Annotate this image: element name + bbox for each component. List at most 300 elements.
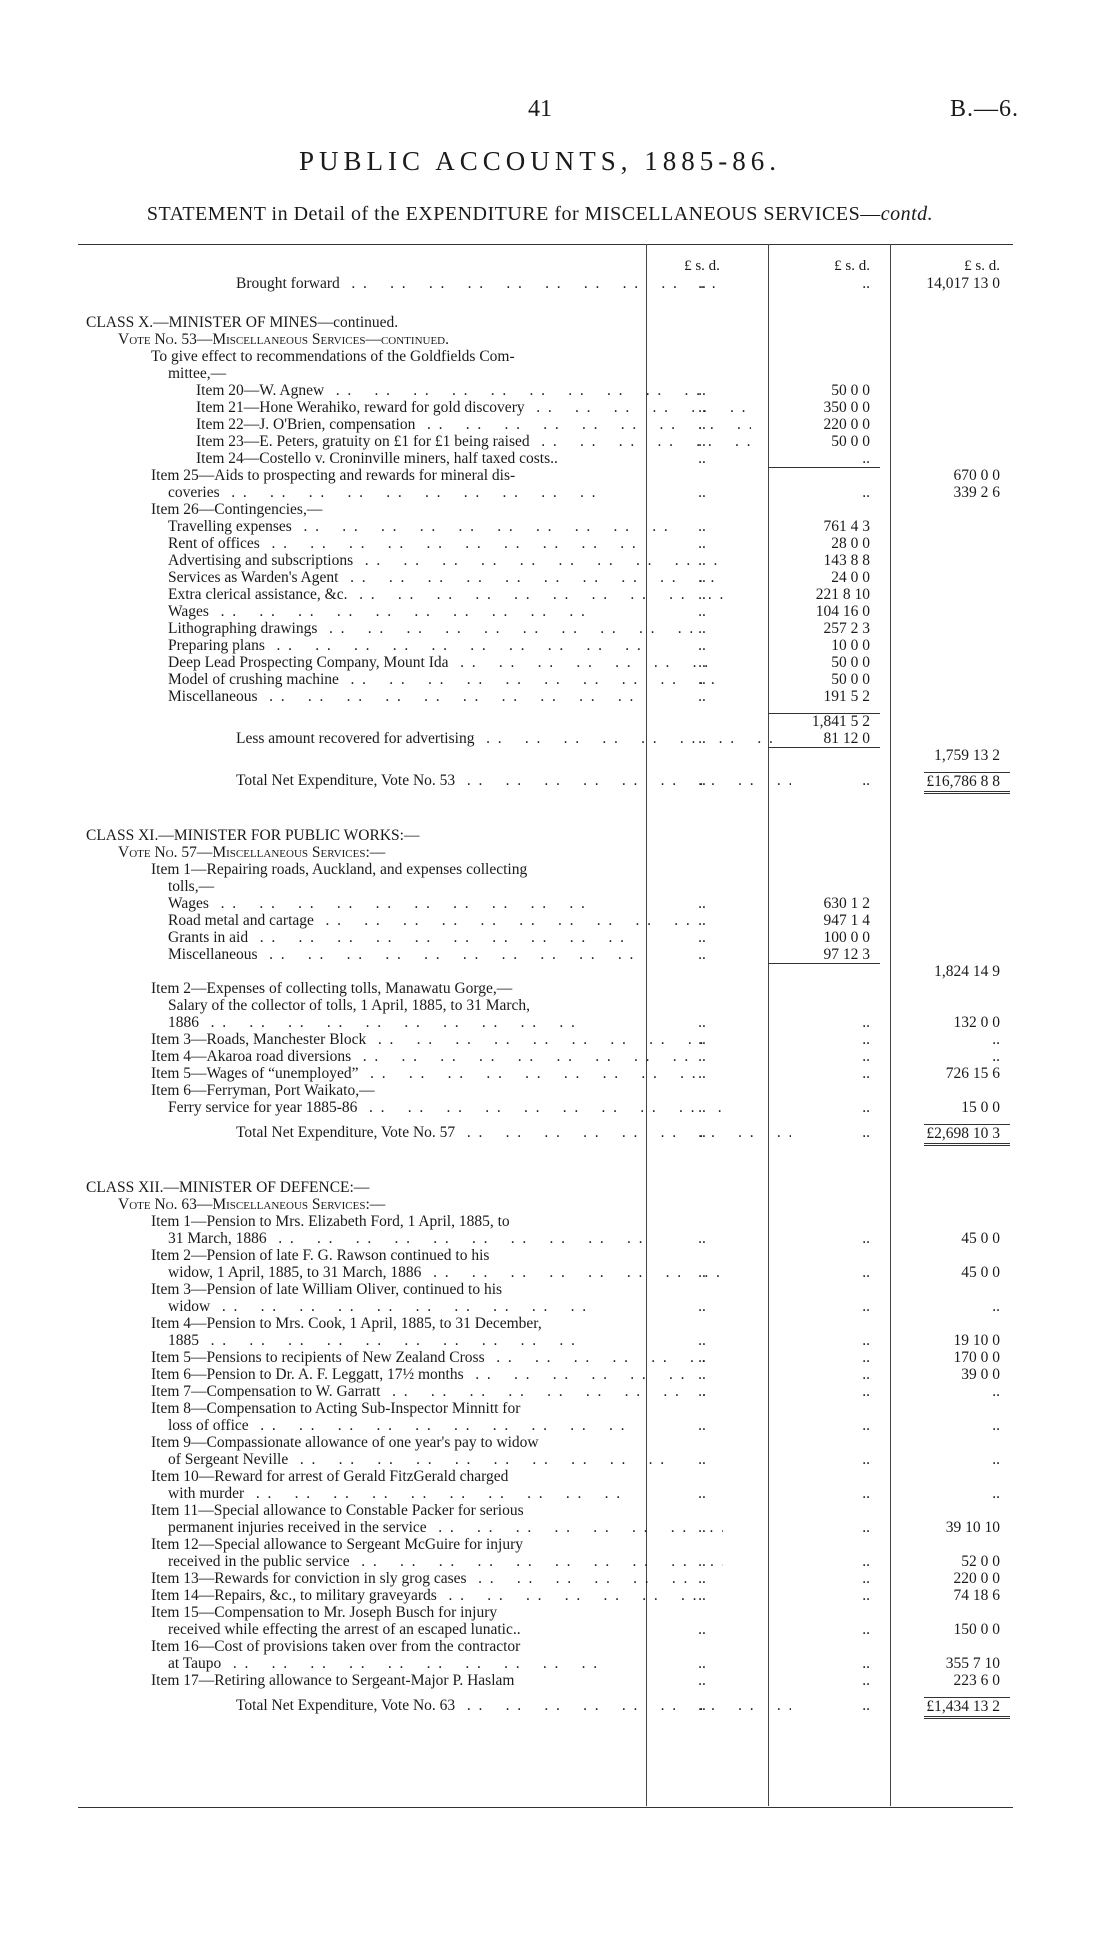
vote-total bbox=[890, 1697, 1010, 1719]
table-row bbox=[78, 980, 1013, 997]
table-row bbox=[78, 1247, 1013, 1264]
amount-col2 bbox=[768, 1124, 880, 1141]
amount-col2-value: 221 8 10 bbox=[815, 586, 870, 603]
row-description: loss of office . . bbox=[86, 1417, 723, 1434]
amount-col3 bbox=[890, 1587, 1010, 1604]
amount-col3-value: 355 7 10 bbox=[945, 1655, 1000, 1672]
table-row bbox=[78, 1366, 1013, 1383]
amount-col2-value: 97 12 3 bbox=[823, 946, 870, 963]
amount-col2 bbox=[768, 1048, 880, 1065]
amount-col1: .. bbox=[698, 946, 706, 963]
amount-col2 bbox=[768, 1065, 880, 1082]
amount-col3-value: 1,824 14 9 bbox=[934, 963, 1000, 980]
amount-col3-value: 19 10 0 bbox=[953, 1332, 1000, 1349]
row-description: Miscellaneous . . bbox=[86, 688, 723, 705]
row-description: Item 20—W. Agnew . . bbox=[86, 382, 751, 399]
row-description: Preparing plans . . bbox=[86, 637, 723, 654]
table-row bbox=[78, 747, 1013, 764]
amount-col1: .. bbox=[698, 275, 706, 292]
table-row bbox=[78, 671, 1013, 688]
column-header-2 bbox=[768, 258, 880, 275]
amount-col2-value: .. bbox=[862, 1519, 870, 1536]
amount-col2-value: 947 1 4 bbox=[823, 912, 870, 929]
amount-col2 bbox=[768, 1014, 880, 1031]
row-description: Miscellaneous . . bbox=[86, 946, 723, 963]
amount-col3-value: .. bbox=[992, 1451, 1000, 1468]
table-row bbox=[78, 654, 1013, 671]
row-description: Item 4—Akaroa road diversions . . bbox=[86, 1048, 706, 1065]
table-row bbox=[78, 1697, 1013, 1714]
amount-col3 bbox=[890, 1031, 1010, 1048]
amount-col3-value: £1,434 13 2 bbox=[924, 1697, 1010, 1719]
amount-col1: .. bbox=[698, 535, 706, 552]
row-description: Extra clerical assistance, &c. . . bbox=[86, 586, 723, 603]
table-row bbox=[78, 569, 1013, 586]
row-description: Item 7—Compensation to W. Garratt . . bbox=[86, 1383, 706, 1400]
amount-col2-value: .. bbox=[862, 450, 870, 467]
row-description: Item 23—E. Peters, gratuity on £1 for £1 being raised . . bbox=[86, 433, 751, 450]
row-description: Item 5—Pensions to recipients of New Zealand Cross . . bbox=[86, 1349, 706, 1366]
amount-col2-value: .. bbox=[862, 484, 870, 501]
amount-col2 bbox=[768, 1099, 880, 1116]
amount-col1: .. bbox=[698, 1383, 706, 1400]
row-description: widow . . bbox=[86, 1298, 723, 1315]
table-row bbox=[78, 1124, 1013, 1141]
row-description: Vote No. 57—Miscellaneous Services:— bbox=[118, 844, 386, 861]
amount-col2-value: .. bbox=[862, 1383, 870, 1400]
page-number: 41 bbox=[528, 96, 552, 122]
table-row bbox=[78, 1031, 1013, 1048]
subtotal-rule bbox=[768, 963, 880, 964]
amount-col1: .. bbox=[698, 1621, 706, 1638]
amount-col3-value: £2,698 10 3 bbox=[924, 1124, 1010, 1146]
table-row bbox=[78, 1082, 1013, 1099]
row-description: Road metal and cartage . . bbox=[86, 912, 723, 929]
amount-col2-value: .. bbox=[862, 1031, 870, 1048]
amount-col3-value: .. bbox=[992, 1298, 1000, 1315]
row-description: CLASS XII.—MINISTER OF DEFENCE:— bbox=[86, 1179, 370, 1196]
amount-col3 bbox=[890, 1451, 1010, 1468]
amount-col2 bbox=[768, 912, 880, 929]
amount-col2 bbox=[768, 654, 880, 671]
subtotal-rule bbox=[768, 747, 880, 748]
table-row bbox=[78, 1468, 1013, 1485]
row-description: Item 15—Compensation to Mr. Joseph Busch for injury bbox=[151, 1604, 498, 1621]
row-description: tolls,— bbox=[168, 878, 215, 895]
table-row bbox=[78, 1570, 1013, 1587]
amount-col1: .. bbox=[698, 730, 706, 747]
amount-col2 bbox=[768, 552, 880, 569]
table-row bbox=[78, 861, 1013, 878]
amount-col1: .. bbox=[698, 450, 706, 467]
amount-col2 bbox=[768, 275, 880, 292]
table-row bbox=[78, 484, 1013, 501]
amount-col3-value: £16,786 8 8 bbox=[924, 772, 1010, 794]
amount-col1: .. bbox=[698, 1366, 706, 1383]
table-row bbox=[78, 1099, 1013, 1116]
amount-col2-value: 50 0 0 bbox=[831, 671, 870, 688]
amount-col1: .. bbox=[698, 1230, 706, 1247]
row-description: To give effect to recommendations of the Goldfields Com- bbox=[151, 348, 515, 365]
amount-col2 bbox=[768, 603, 880, 620]
statement-subtitle bbox=[0, 203, 1080, 226]
amount-col2-value: 50 0 0 bbox=[831, 654, 870, 671]
row-description: 1885 . . bbox=[86, 1332, 723, 1349]
table-row bbox=[78, 878, 1013, 895]
row-description: Services as Warden's Agent . . bbox=[86, 569, 723, 586]
amount-col3-value: 15 0 0 bbox=[961, 1099, 1000, 1116]
table-row bbox=[78, 382, 1013, 399]
amount-col1: .. bbox=[698, 688, 706, 705]
amount-col3 bbox=[890, 1366, 1010, 1383]
table-row bbox=[78, 1536, 1013, 1553]
row-description: Item 4—Pension to Mrs. Cook, 1 April, 1885, to 31 December, bbox=[151, 1315, 542, 1332]
amount-col1: .. bbox=[698, 1697, 706, 1714]
amount-col3-value: 670 0 0 bbox=[953, 467, 1000, 484]
amount-col1: .. bbox=[698, 518, 706, 535]
table-row bbox=[78, 467, 1013, 484]
table-row bbox=[78, 535, 1013, 552]
amount-col2 bbox=[768, 620, 880, 637]
amount-col2-value: .. bbox=[862, 1672, 870, 1689]
row-description: Item 3—Pension of late William Oliver, continued to his bbox=[151, 1281, 503, 1298]
amount-col1: .. bbox=[698, 1349, 706, 1366]
table-row bbox=[78, 1196, 1013, 1213]
subtitle-contd: contd. bbox=[880, 203, 934, 225]
amount-col2-value: .. bbox=[862, 1014, 870, 1031]
table-row bbox=[78, 433, 1013, 450]
amount-col1: .. bbox=[698, 929, 706, 946]
amount-col2-value: .. bbox=[862, 1587, 870, 1604]
amount-col2-value: 257 2 3 bbox=[823, 620, 870, 637]
table-row bbox=[78, 1315, 1013, 1332]
amount-col2 bbox=[768, 1264, 880, 1281]
amount-col1: .. bbox=[698, 382, 706, 399]
amount-col3 bbox=[890, 747, 1010, 764]
amount-col3-value: 45 0 0 bbox=[961, 1264, 1000, 1281]
amount-col1: .. bbox=[698, 1048, 706, 1065]
amount-col1: .. bbox=[698, 1031, 706, 1048]
table-row bbox=[78, 1264, 1013, 1281]
amount-col2-value: .. bbox=[862, 1621, 870, 1638]
amount-col1: .. bbox=[698, 1124, 706, 1141]
amount-col2-value: .. bbox=[862, 1065, 870, 1082]
amount-col2 bbox=[768, 450, 880, 467]
row-description: Wages . . bbox=[86, 895, 723, 912]
amount-col3 bbox=[890, 1048, 1010, 1065]
amount-col2-value: .. bbox=[862, 1451, 870, 1468]
amount-col2 bbox=[768, 382, 880, 399]
row-description: at Taupo . . bbox=[86, 1655, 723, 1672]
amount-col1: .. bbox=[698, 1553, 706, 1570]
amount-col2 bbox=[768, 946, 880, 963]
table-row bbox=[78, 895, 1013, 912]
column-header-2-text: £ s. d. bbox=[834, 258, 870, 274]
subtotal-rule bbox=[768, 467, 880, 468]
table-row bbox=[78, 929, 1013, 946]
amount-col2-value: .. bbox=[862, 1553, 870, 1570]
row-description: widow, 1 April, 1885, to 31 March, 1886 . . bbox=[86, 1264, 723, 1281]
row-description: with murder . . bbox=[86, 1485, 723, 1502]
row-description: Item 2—Pension of late F. G. Rawson continued to his bbox=[151, 1247, 490, 1264]
amount-col1: .. bbox=[698, 1264, 706, 1281]
table-row bbox=[78, 501, 1013, 518]
amount-col3-value: .. bbox=[992, 1417, 1000, 1434]
table-row bbox=[78, 1281, 1013, 1298]
row-description: 1886 . . bbox=[86, 1014, 723, 1031]
amount-col1: .. bbox=[698, 569, 706, 586]
amount-col3-value: 14,017 13 0 bbox=[926, 275, 1000, 292]
amount-col3-value: 1,759 13 2 bbox=[934, 747, 1000, 764]
amount-col1: .. bbox=[698, 603, 706, 620]
amount-col2 bbox=[768, 713, 880, 730]
table-row bbox=[78, 713, 1013, 730]
amount-col1: .. bbox=[698, 1014, 706, 1031]
amount-col2 bbox=[768, 1519, 880, 1536]
row-description: Item 24—Costello v. Croninville miners, half taxed costs.. bbox=[196, 450, 558, 467]
amount-col3-value: .. bbox=[992, 1048, 1000, 1065]
table-row bbox=[78, 275, 1013, 292]
amount-col3-value: 39 10 10 bbox=[945, 1519, 1000, 1536]
amount-col3 bbox=[890, 1349, 1010, 1366]
table-row bbox=[78, 1451, 1013, 1468]
amount-col2 bbox=[768, 1697, 880, 1714]
row-description: coveries . . bbox=[86, 484, 723, 501]
amount-col1: .. bbox=[698, 637, 706, 654]
amount-col2-value: 350 0 0 bbox=[823, 399, 870, 416]
amount-col1: .. bbox=[698, 1298, 706, 1315]
row-description: Vote No. 53—Miscellaneous Services—continued. bbox=[118, 331, 449, 348]
amount-col3-value: 220 0 0 bbox=[953, 1570, 1000, 1587]
column-header-1: £ s. d. bbox=[684, 258, 720, 274]
amount-col3 bbox=[890, 1099, 1010, 1116]
table-row bbox=[78, 518, 1013, 535]
amount-col1: .. bbox=[698, 671, 706, 688]
table-row bbox=[78, 552, 1013, 569]
amount-col1: .. bbox=[698, 1672, 706, 1689]
amount-col2 bbox=[768, 1366, 880, 1383]
row-description: Brought forward . . bbox=[86, 275, 791, 292]
row-description: Item 14—Repairs, &c., to military graveyards . . bbox=[86, 1587, 706, 1604]
expenditure-table bbox=[78, 258, 1013, 1714]
table-row bbox=[78, 1400, 1013, 1417]
amount-col3 bbox=[890, 1519, 1010, 1536]
row-description: Item 12—Special allowance to Sergeant McGuire for injury bbox=[151, 1536, 524, 1553]
amount-col2 bbox=[768, 637, 880, 654]
row-description: Item 11—Special allowance to Constable Packer for serious bbox=[151, 1502, 524, 1519]
amount-col3 bbox=[890, 275, 1010, 292]
table-row bbox=[78, 1048, 1013, 1065]
amount-col2-value: 10 0 0 bbox=[831, 637, 870, 654]
amount-col3 bbox=[890, 1417, 1010, 1434]
table-row bbox=[78, 1014, 1013, 1031]
row-description: of Sergeant Neville . . bbox=[86, 1451, 723, 1468]
row-description: Wages . . bbox=[86, 603, 723, 620]
row-description: Item 6—Pension to Dr. A. F. Leggatt, 17½ months . . bbox=[86, 1366, 706, 1383]
amount-col1: .. bbox=[698, 1332, 706, 1349]
table-row bbox=[78, 314, 1013, 331]
amount-col2 bbox=[768, 484, 880, 501]
amount-col2-value: 50 0 0 bbox=[831, 382, 870, 399]
amount-col1: .. bbox=[698, 620, 706, 637]
amount-col2-value: 28 0 0 bbox=[831, 535, 870, 552]
row-description: Item 8—Compensation to Acting Sub-Inspector Minnitt for bbox=[151, 1400, 521, 1417]
amount-col2-value: 143 8 8 bbox=[823, 552, 870, 569]
table-row bbox=[78, 844, 1013, 861]
amount-col2-value: 761 4 3 bbox=[823, 518, 870, 535]
amount-col3-value: 726 15 6 bbox=[945, 1065, 1000, 1082]
table-row bbox=[78, 1604, 1013, 1621]
table-row bbox=[78, 399, 1013, 416]
amount-col1: .. bbox=[698, 1417, 706, 1434]
amount-col1: .. bbox=[698, 1570, 706, 1587]
amount-col2 bbox=[768, 1570, 880, 1587]
table-row bbox=[78, 365, 1013, 382]
amount-col2-value: .. bbox=[862, 1099, 870, 1116]
table-row bbox=[78, 1587, 1013, 1604]
amount-col3-value: 74 18 6 bbox=[953, 1587, 1000, 1604]
amount-col1: .. bbox=[698, 416, 706, 433]
table-row bbox=[78, 1434, 1013, 1451]
table-row bbox=[78, 688, 1013, 705]
amount-col3 bbox=[890, 1485, 1010, 1502]
amount-col2-value: .. bbox=[862, 1230, 870, 1247]
row-description: received while effecting the arrest of an escaped lunatic.. bbox=[168, 1621, 521, 1638]
row-description: CLASS X.—MINISTER OF MINES—continued. bbox=[86, 314, 399, 331]
row-description: Travelling expenses . . bbox=[86, 518, 723, 535]
row-description: Item 25—Aids to prospecting and rewards for mineral dis- bbox=[151, 467, 516, 484]
row-description: Deep Lead Prospecting Company, Mount Ida . . bbox=[86, 654, 723, 671]
amount-col2-value: .. bbox=[862, 1298, 870, 1315]
table-row bbox=[78, 620, 1013, 637]
row-description: Item 13—Rewards for conviction in sly grog cases . . bbox=[86, 1570, 706, 1587]
amount-col2 bbox=[768, 416, 880, 433]
vote-total bbox=[890, 772, 1010, 794]
amount-col3-value: 223 6 0 bbox=[953, 1672, 1000, 1689]
row-description: Total Net Expenditure, Vote No. 63 . . bbox=[86, 1697, 791, 1714]
amount-col3 bbox=[890, 484, 1010, 501]
amount-col1: .. bbox=[698, 433, 706, 450]
amount-col2 bbox=[768, 1587, 880, 1604]
row-description: Rent of offices . . bbox=[86, 535, 723, 552]
amount-col2-value: .. bbox=[862, 1366, 870, 1383]
amount-col3-value: 39 0 0 bbox=[961, 1366, 1000, 1383]
row-description: Lithographing drawings . . bbox=[86, 620, 723, 637]
table-row bbox=[78, 946, 1013, 963]
table-row bbox=[78, 1383, 1013, 1400]
amount-col2-value: .. bbox=[862, 1655, 870, 1672]
amount-col2-value: .. bbox=[862, 1349, 870, 1366]
amount-col2 bbox=[768, 1417, 880, 1434]
amount-col1: .. bbox=[698, 586, 706, 603]
table-row bbox=[78, 1655, 1013, 1672]
amount-col2-value: .. bbox=[862, 1264, 870, 1281]
amount-col2-value: 220 0 0 bbox=[823, 416, 870, 433]
table-row bbox=[78, 1213, 1013, 1230]
table-row bbox=[78, 450, 1013, 467]
column-header-3 bbox=[890, 258, 1010, 275]
amount-col1: .. bbox=[698, 654, 706, 671]
table-row bbox=[78, 1672, 1013, 1689]
column-header-3-text: £ s. d. bbox=[964, 258, 1000, 274]
subtitle-main: STATEMENT in Detail of the EXPENDITURE for MISCELLANEOUS SERVICES— bbox=[146, 203, 881, 225]
row-description: Grants in aid . . bbox=[86, 929, 723, 946]
row-description: Vote No. 63—Miscellaneous Services:— bbox=[118, 1196, 386, 1213]
amount-col2 bbox=[768, 1230, 880, 1247]
table-row bbox=[78, 1638, 1013, 1655]
table-row bbox=[78, 586, 1013, 603]
amount-col1: .. bbox=[698, 1587, 706, 1604]
amount-col1: .. bbox=[698, 1451, 706, 1468]
amount-col2 bbox=[768, 730, 880, 747]
vote-total bbox=[890, 1124, 1010, 1146]
page-title: PUBLIC ACCOUNTS, 1885-86. bbox=[298, 146, 782, 176]
table-row bbox=[78, 416, 1013, 433]
amount-col2 bbox=[768, 399, 880, 416]
row-description: Salary of the collector of tolls, 1 April, 1885, to 31 March, bbox=[168, 997, 531, 1014]
amount-col2 bbox=[768, 688, 880, 705]
amount-col2 bbox=[768, 1298, 880, 1315]
table-row bbox=[78, 348, 1013, 365]
amount-col1: .. bbox=[698, 1099, 706, 1116]
row-description: Item 26—Contingencies,— bbox=[151, 501, 323, 518]
row-description: Item 3—Roads, Manchester Block . . bbox=[86, 1031, 706, 1048]
table-row bbox=[78, 1230, 1013, 1247]
table-row bbox=[78, 1519, 1013, 1536]
amount-col3 bbox=[890, 1332, 1010, 1349]
row-description: Item 5—Wages of “unemployed” . . bbox=[86, 1065, 706, 1082]
amount-col2 bbox=[768, 895, 880, 912]
amount-col2-value: .. bbox=[862, 1332, 870, 1349]
table-row bbox=[78, 912, 1013, 929]
amount-col3-value: 132 0 0 bbox=[953, 1014, 1000, 1031]
table-row bbox=[78, 1502, 1013, 1519]
amount-col3-value: .. bbox=[992, 1383, 1000, 1400]
amount-col1: .. bbox=[698, 552, 706, 569]
table-row bbox=[78, 1179, 1013, 1196]
row-description: Item 22—J. O'Brien, compensation . . bbox=[86, 416, 751, 433]
amount-col2-value: 191 5 2 bbox=[823, 688, 870, 705]
amount-col2-value: 24 0 0 bbox=[831, 569, 870, 586]
amount-col1: .. bbox=[698, 399, 706, 416]
amount-col1: .. bbox=[698, 772, 706, 789]
amount-col2 bbox=[768, 772, 880, 789]
table-row bbox=[78, 730, 1013, 747]
table-row bbox=[78, 1621, 1013, 1638]
amount-col2 bbox=[768, 1332, 880, 1349]
amount-col2 bbox=[768, 1383, 880, 1400]
amount-col2 bbox=[768, 1349, 880, 1366]
table-row bbox=[78, 1298, 1013, 1315]
amount-col2-value: .. bbox=[862, 1570, 870, 1587]
row-description: Item 6—Ferryman, Port Waikato,— bbox=[151, 1082, 375, 1099]
row-description: Ferry service for year 1885-86 . . bbox=[86, 1099, 723, 1116]
amount-col2 bbox=[768, 1031, 880, 1048]
table-row bbox=[78, 1065, 1013, 1082]
amount-col1: .. bbox=[698, 912, 706, 929]
subtotal-rule bbox=[768, 713, 880, 714]
amount-col3 bbox=[890, 1298, 1010, 1315]
amount-col3 bbox=[890, 963, 1010, 980]
amount-col1: .. bbox=[698, 1065, 706, 1082]
table-row bbox=[78, 603, 1013, 620]
amount-col3-value: .. bbox=[992, 1485, 1000, 1502]
amount-col3 bbox=[890, 1621, 1010, 1638]
row-description: Item 21—Hone Werahiko, reward for gold discovery . . bbox=[86, 399, 751, 416]
amount-col2-value: .. bbox=[862, 1697, 870, 1714]
amount-col2-value: 104 16 0 bbox=[815, 603, 870, 620]
amount-col1: .. bbox=[698, 484, 706, 501]
